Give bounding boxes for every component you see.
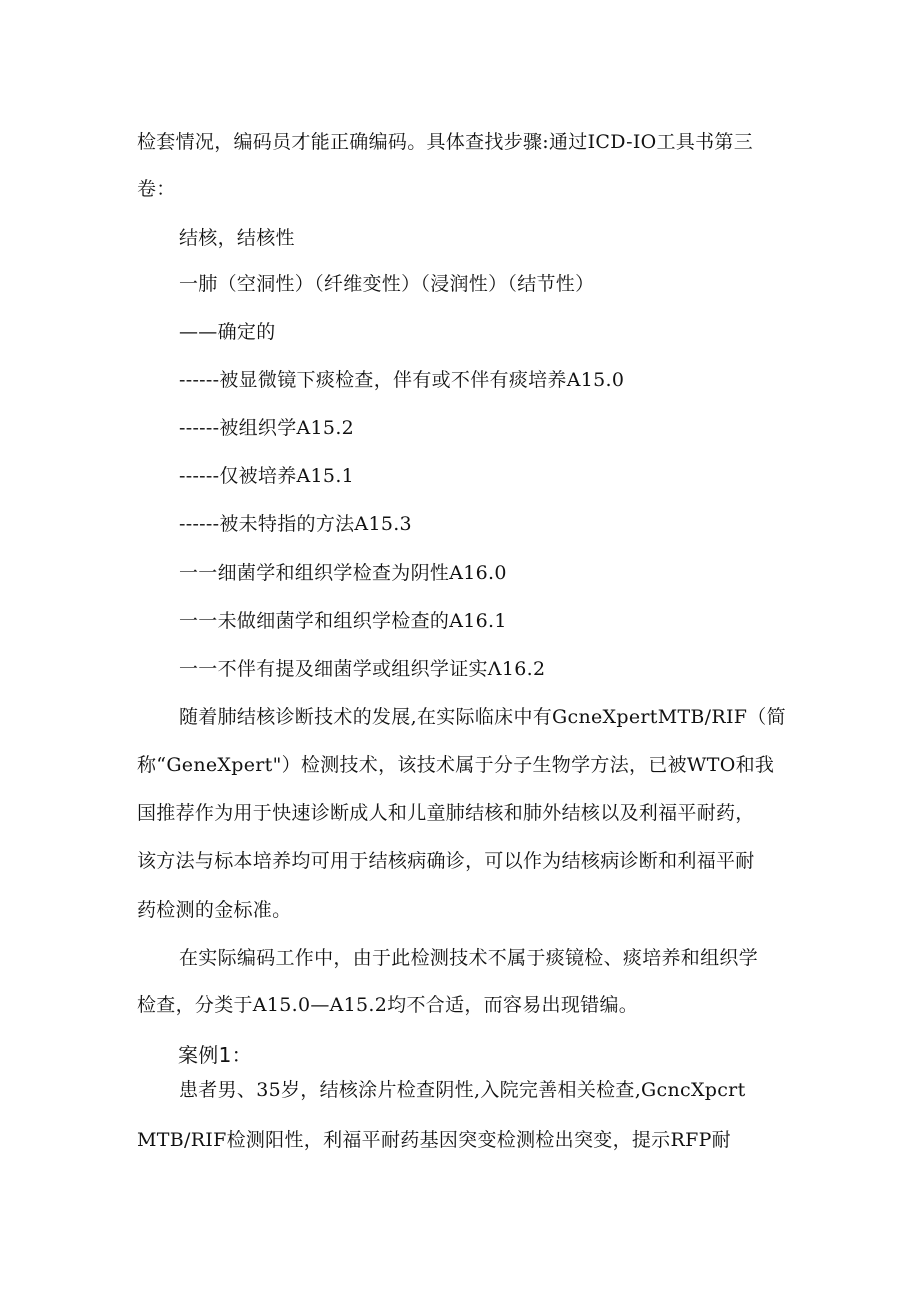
- paragraph-line-6: 该方法与标本培养均可用于结核病确诊，可以作为结核病诊断和利福平耐: [137, 850, 755, 872]
- index-entry-lung: 一肺（空洞性）（纤维变性）（浸润性）（结节性）: [179, 273, 595, 295]
- paragraph-line-5: 国推荐作为用于快速诊断成人和儿童肺结核和肺外结核以及利福平耐药，: [137, 802, 755, 824]
- case-line-1: 患者男、35岁，结核涂片检查阴性,入院完善相关检查,GcncXpcrt: [179, 1079, 746, 1101]
- paragraph-line-2: 卷：: [137, 178, 176, 200]
- index-entry-a15-1: ------仅被培养A15.1: [179, 465, 355, 487]
- index-entry-a16-0: 一一细菌学和组织学检查为阴性A16.0: [179, 562, 507, 584]
- paragraph-line-4: 称“GeneXpert"）检测技术，该技术属于分子生物学方法，已被WTO和我: [137, 754, 775, 776]
- paragraph-line-7: 药检测的金标准。: [137, 899, 292, 921]
- index-entry-a15-2: ------被组织学A15.2: [179, 417, 355, 439]
- paragraph-line-3: 随着肺结核诊断技术的发展,在实际临床中有GcneXpertMTB/RIF（简: [179, 706, 786, 728]
- index-entry-a15-3: ------被未特指的方法A15.3: [179, 513, 412, 535]
- paragraph-line-8: 在实际编码工作中，由于此检测技术不属于痰镜检、痰培养和组织学: [179, 947, 759, 969]
- index-entry-a16-1: 一一未做细菌学和组织学检查的A16.1: [179, 610, 507, 632]
- index-entry-tuberculosis: 结核，结核性: [179, 227, 295, 249]
- index-entry-a16-2: 一一不伴有提及细菌学或组织学证实Λ16.2: [179, 658, 546, 680]
- case-heading: 案例1：: [178, 1043, 252, 1067]
- index-entry-a15-0: ------被显微镜下痰检查，伴有或不伴有痰培养A15.0: [179, 369, 625, 391]
- paragraph-line-9: 检查，分类于A15.0—A15.2均不合适，而容易出现错编。: [137, 994, 639, 1016]
- index-entry-confirmed: ——确定的: [179, 321, 276, 343]
- paragraph-line-1: 检套情况，编码员才能正确编码。具体查找步骤:通过ICD-IO工具书第三: [137, 131, 754, 153]
- case-line-2: MTB/RIF检测阳性，利福平耐药基因突变检测检出突变，提示RFP耐: [137, 1129, 731, 1151]
